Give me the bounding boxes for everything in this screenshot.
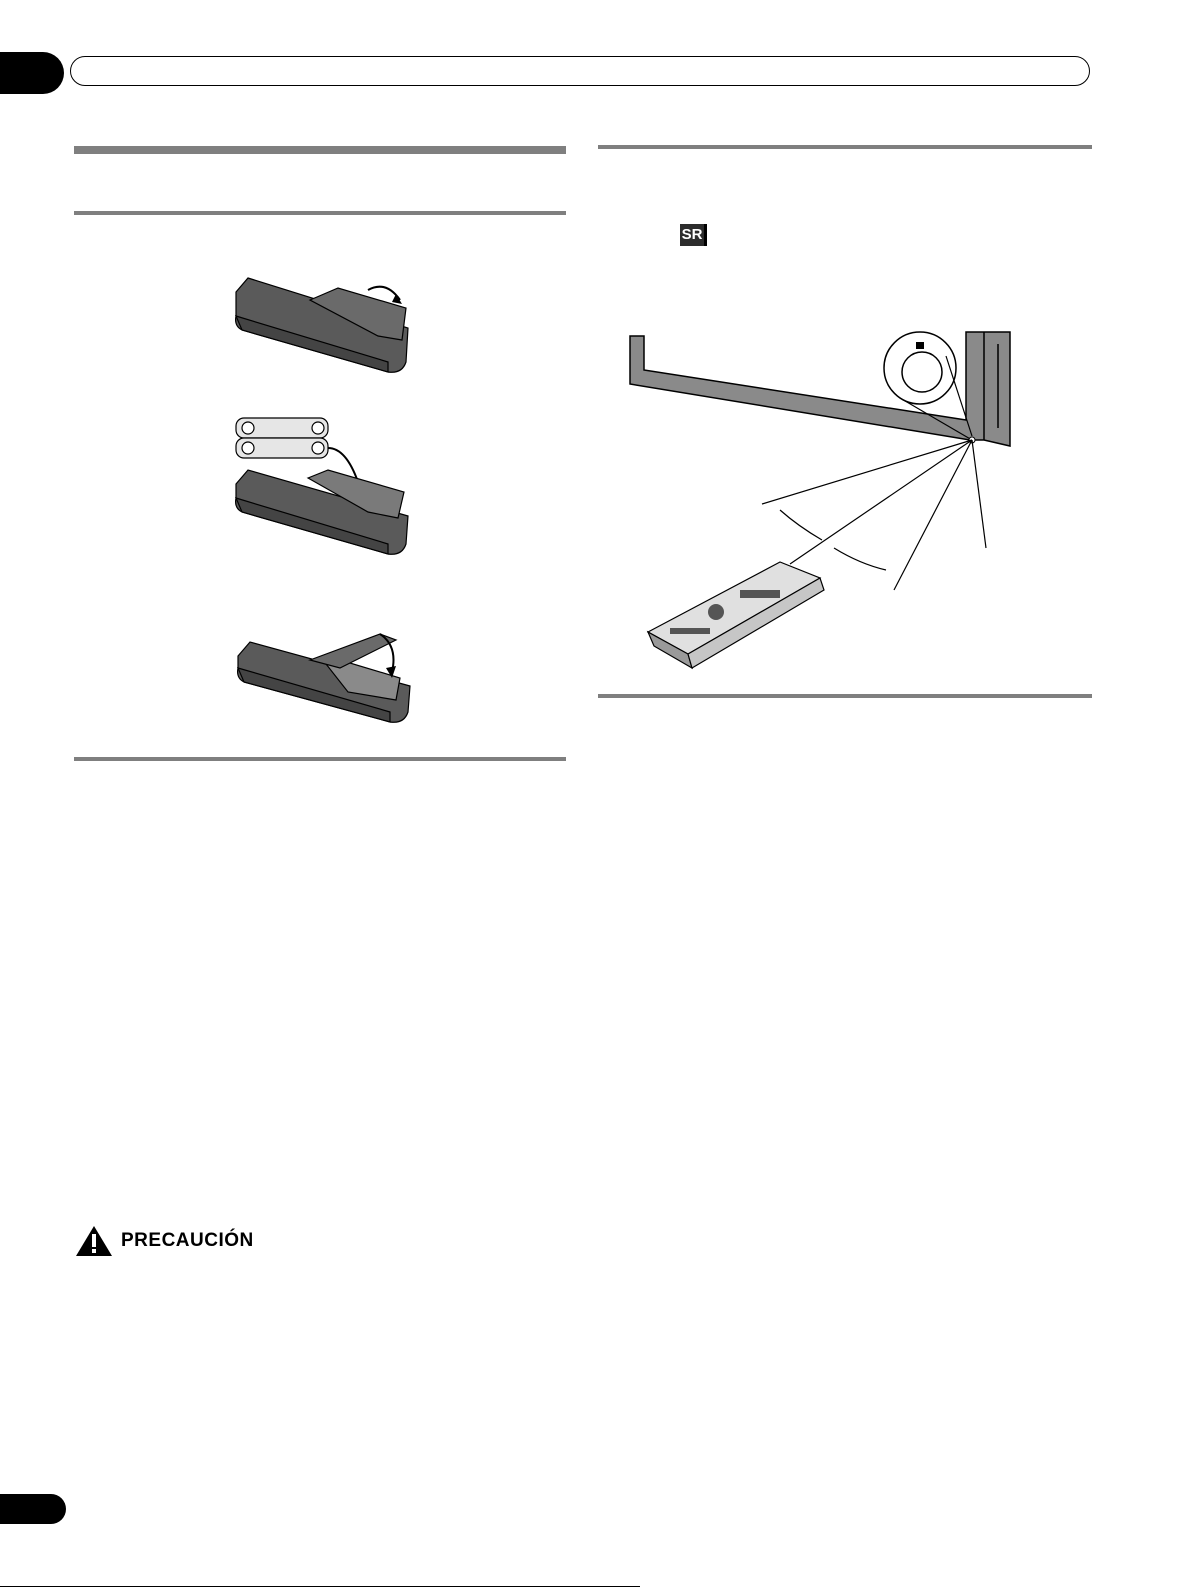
- remote-operating-range-illustration: [630, 328, 1030, 668]
- header-bar: [70, 56, 1090, 86]
- footer-rule: [0, 1586, 640, 1587]
- caution-heading: [75, 1224, 254, 1258]
- chapter-tab: [0, 52, 64, 94]
- section-rule: [598, 145, 1092, 149]
- remote-open-cover-illustration: [228, 270, 468, 390]
- remote-close-cover-illustration: [230, 620, 470, 740]
- remote-insert-batteries-illustration: [228, 412, 488, 562]
- section-rule: [74, 146, 566, 154]
- section-rule: [74, 211, 566, 215]
- caution-title: PRECAUCIÓN: [121, 1230, 254, 1251]
- sr-badge: SR: [680, 224, 707, 246]
- section-rule: [598, 694, 1092, 698]
- page-number-tab: [0, 1494, 66, 1524]
- section-rule: [74, 757, 566, 761]
- warning-triangle-icon: [75, 1224, 113, 1258]
